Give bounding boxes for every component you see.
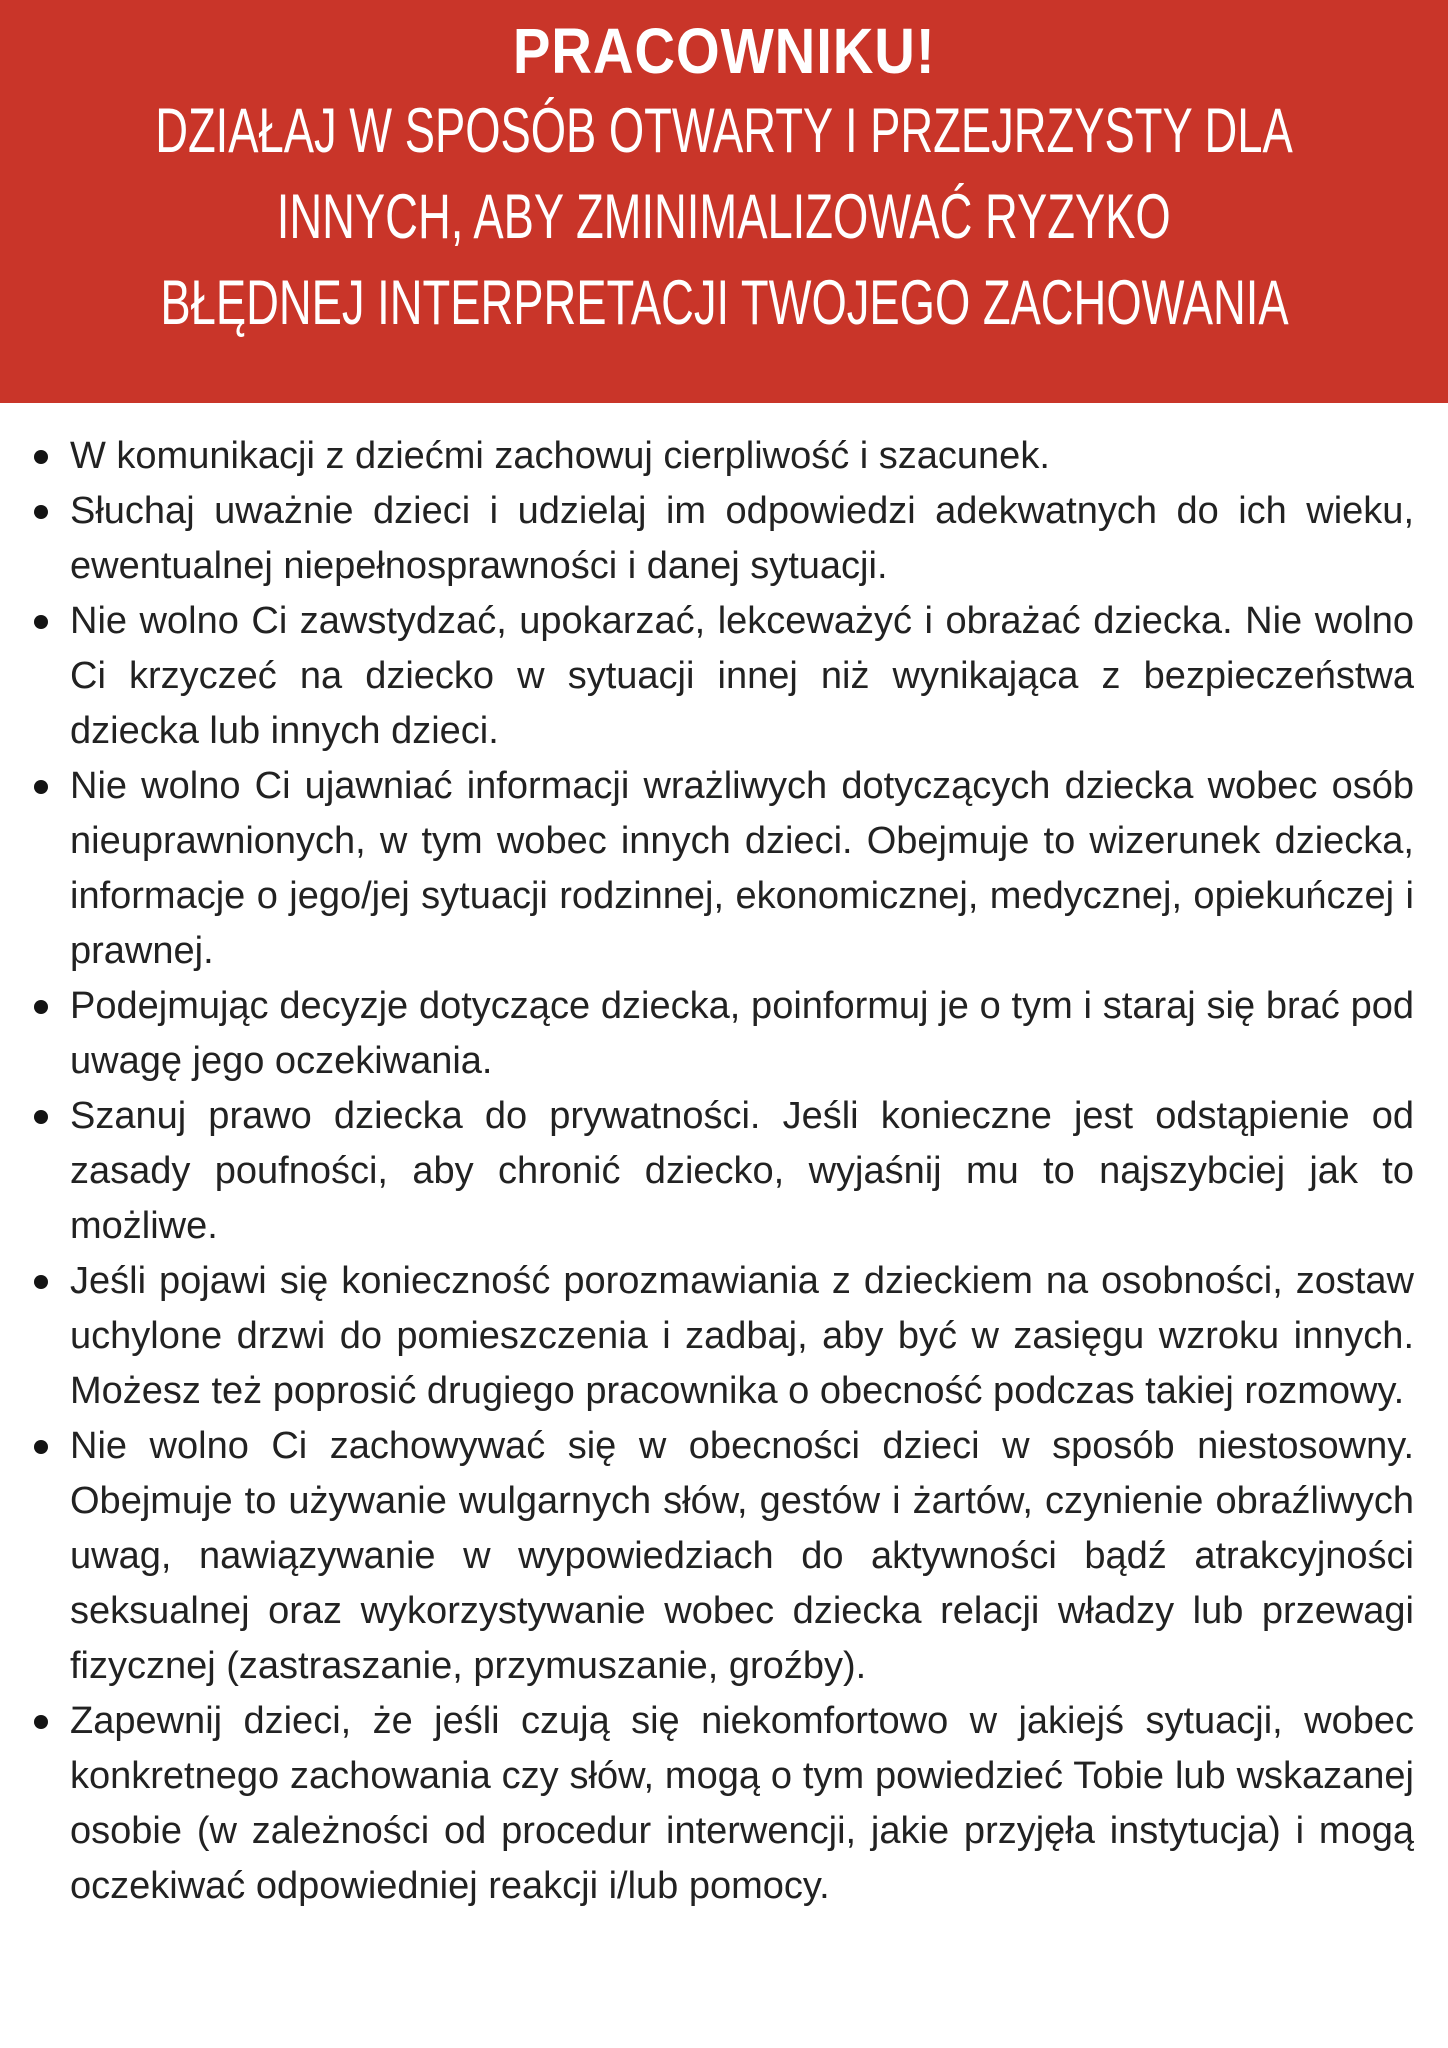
- list-item: [32, 979, 1414, 1089]
- bullet-icon: [34, 1440, 48, 1454]
- list-item: [32, 429, 1414, 484]
- list-item-text: Nie wolno Ci zachowywać się w obecności dzieci w sposób niestosowny. Obejmuje to używanie wulgarnych słów, gestów i żartów, czynienie obraźliwych uwag, nawiązywanie w wypowiedziach do aktywności bądź atrakcyjności seksualnej oraz wykorzystywanie wobec dziecka relacji władzy lub przewagi fizycznej (zastraszanie, przymuszanie, groźby).: [70, 1425, 1414, 1687]
- bullet-icon: [34, 1110, 48, 1124]
- list-item: [32, 1694, 1414, 1914]
- header-subtitle-line-1: DZIAŁAJ W SPOSÓB OTWARTY I PRZEJRZYSTY DLA: [155, 96, 1293, 166]
- guidelines-list: [32, 429, 1414, 1914]
- list-item-text: Szanuj prawo dziecka do prywatności. Jeśli konieczne jest odstąpienie od zasady poufności, aby chronić dziecko, wyjaśnij mu to najszybciej jak to możliwe.: [70, 1095, 1414, 1247]
- bullet-icon: [34, 780, 48, 794]
- list-item-text: Podejmując decyzje dotyczące dziecka, poinformuj je o tym i staraj się brać pod uwagę jego oczekiwania.: [70, 985, 1414, 1082]
- bullet-icon: [34, 505, 48, 519]
- header-subtitle-line-3: BŁĘDNEJ INTERPRETACJI TWOJEGO ZACHOWANIA: [159, 268, 1289, 338]
- list-item: [32, 594, 1414, 759]
- header-banner: [0, 0, 1448, 403]
- list-item: [32, 484, 1414, 594]
- list-item: [32, 1254, 1414, 1419]
- list-item-text: Słuchaj uważnie dzieci i udzielaj im odpowiedzi adekwatnych do ich wieku, ewentualnej niepełnosprawności i danej sytuacji.: [70, 490, 1414, 587]
- guidelines-section: [0, 403, 1448, 1914]
- bullet-icon: [34, 450, 48, 464]
- list-item-text: W komunikacji z dziećmi zachowuj cierpliwość i szacunek.: [70, 435, 1050, 477]
- bullet-icon: [34, 1275, 48, 1289]
- list-item: [32, 1089, 1414, 1254]
- list-item-text: Nie wolno Ci ujawniać informacji wrażliwych dotyczących dziecka wobec osób nieuprawnionych, w tym wobec innych dzieci. Obejmuje to wizerunek dziecka, informacje o jego/jej sytuacji rodzinnej, ekonomicznej, medycznej, opiekuńczej i prawnej.: [70, 765, 1414, 972]
- list-item-text: Jeśli pojawi się konieczność porozmawiania z dzieckiem na osobności, zostaw uchylone drzwi do pomieszczenia i zadbaj, aby być w zasięgu wzroku innych. Możesz też poprosić drugiego pracownika o obecność podczas takiej rozmowy.: [70, 1260, 1414, 1412]
- list-item: [32, 1419, 1414, 1694]
- bullet-icon: [34, 1715, 48, 1729]
- list-item: [32, 759, 1414, 979]
- header-subtitle-line-2: INNYCH, ABY ZMINIMALIZOWAĆ RYZYKO: [277, 182, 1171, 252]
- page-title: PRACOWNIKU!: [512, 15, 936, 87]
- bullet-icon: [34, 615, 48, 629]
- list-item-text: Nie wolno Ci zawstydzać, upokarzać, lekceważyć i obrażać dziecka. Nie wolno Ci krzyczeć na dziecko w sytuacji innej niż wynikająca z bezpieczeństwa dziecka lub innych dzieci.: [70, 600, 1414, 752]
- list-item-text: Zapewnij dzieci, że jeśli czują się niekomfortowo w jakiejś sytuacji, wobec konkretnego zachowania czy słów, mogą o tym powiedzieć Tobie lub wskazanej osobie (w zależności od procedur interwencji, jakie przyjęła instytucja) i mogą oczekiwać odpowiedniej reakcji i/lub pomocy.: [70, 1700, 1414, 1907]
- bullet-icon: [34, 1000, 48, 1014]
